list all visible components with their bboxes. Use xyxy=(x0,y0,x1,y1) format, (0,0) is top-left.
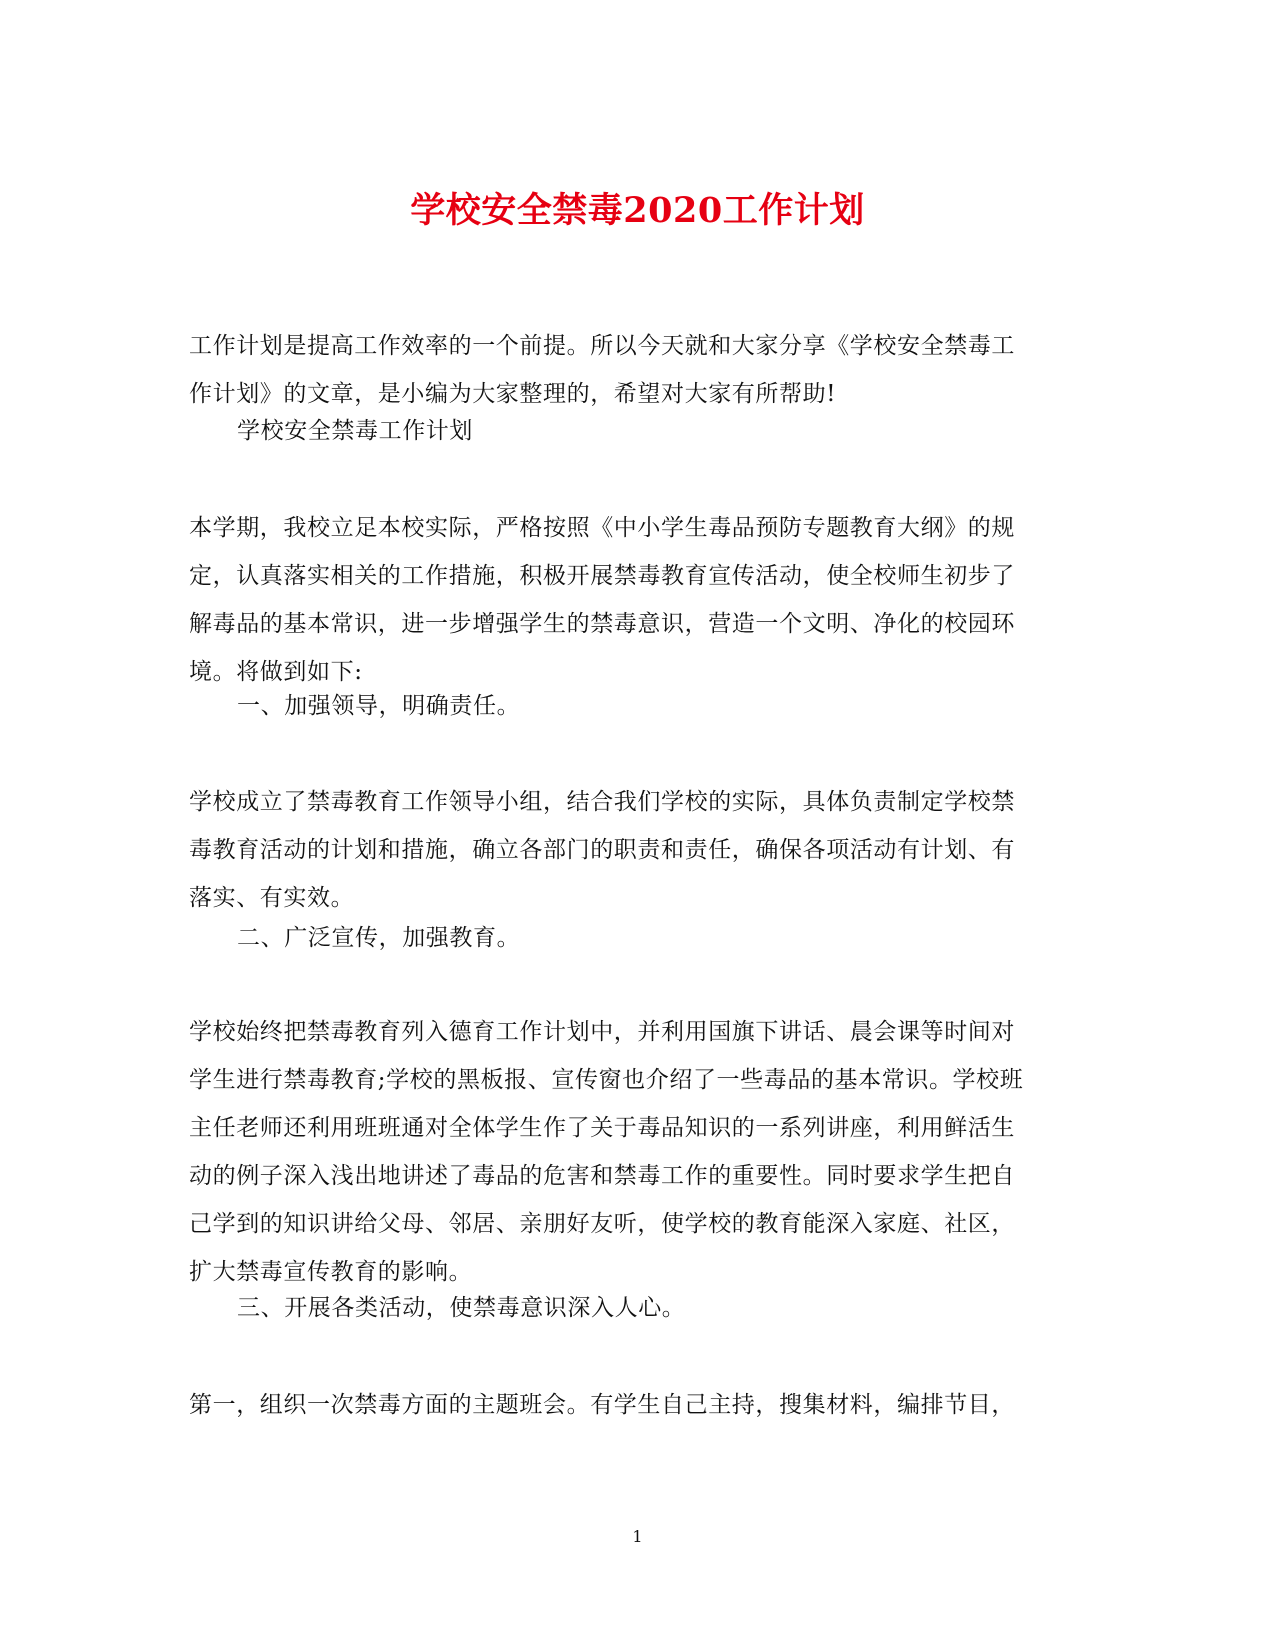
paragraph-line: 己学到的知识讲给父母、邻居、亲朋好友听，使学校的教育能深入家庭、社区， xyxy=(189,1211,1015,1237)
subtitle: 学校安全禁毒工作计划 xyxy=(237,418,473,444)
paragraph-line: 学生进行禁毒教育;学校的黑板报、宣传窗也介绍了一些毒品的基本常识。学校班 xyxy=(189,1067,1024,1093)
paragraph-3 xyxy=(189,1008,1065,1296)
document-title: 学校安全禁毒2020工作计划 xyxy=(410,190,865,232)
intro-line: 工作计划是提高工作效率的一个前提。所以今天就和大家分享《学校安全禁毒工 xyxy=(189,333,1015,359)
section-heading-3: 三、开展各类活动，使禁毒意识深入人心。 xyxy=(237,1295,686,1321)
intro-line: 作计划》的文章，是小编为大家整理的，希望对大家有所帮助! xyxy=(189,381,837,407)
paragraph-line: 毒教育活动的计划和措施，确立各部门的职责和责任，确保各项活动有计划、有 xyxy=(189,837,1015,863)
paragraph-4 xyxy=(189,1381,1065,1429)
section-heading-2: 二、广泛宣传，加强教育。 xyxy=(237,925,521,951)
paragraph-line: 本学期，我校立足本校实际，严格按照《中小学生毒品预防专题教育大纲》的规 xyxy=(189,515,1015,541)
paragraph-line: 学校始终把禁毒教育列入德育工作计划中，并利用国旗下讲话、晨会课等时间对 xyxy=(189,1019,1015,1045)
paragraph-line: 落实、有实效。 xyxy=(189,885,355,911)
paragraph-1 xyxy=(189,504,1065,696)
paragraph-line: 定，认真落实相关的工作措施，积极开展禁毒教育宣传活动，使全校师生初步了 xyxy=(189,563,1015,589)
paragraph-line: 第一，组织一次禁毒方面的主题班会。有学生自己主持，搜集材料，编排节目， xyxy=(189,1392,1015,1418)
section-heading-1: 一、加强领导，明确责任。 xyxy=(237,693,521,719)
page-number: 1 xyxy=(632,1527,643,1546)
paragraph-line: 动的例子深入浅出地讲述了毒品的危害和禁毒工作的重要性。同时要求学生把自 xyxy=(189,1163,1015,1189)
paragraph-line: 学校成立了禁毒教育工作领导小组，结合我们学校的实际，具体负责制定学校禁 xyxy=(189,789,1015,815)
paragraph-line: 境。将做到如下: xyxy=(189,659,363,685)
paragraph-line: 解毒品的基本常识，进一步增强学生的禁毒意识，营造一个文明、净化的校园环 xyxy=(189,611,1015,637)
paragraph-line: 扩大禁毒宣传教育的影响。 xyxy=(189,1259,473,1285)
intro-paragraph xyxy=(189,322,1065,418)
paragraph-2 xyxy=(189,778,1065,922)
paragraph-line: 主任老师还利用班班通对全体学生作了关于毒品知识的一系列讲座，利用鲜活生 xyxy=(189,1115,1015,1141)
